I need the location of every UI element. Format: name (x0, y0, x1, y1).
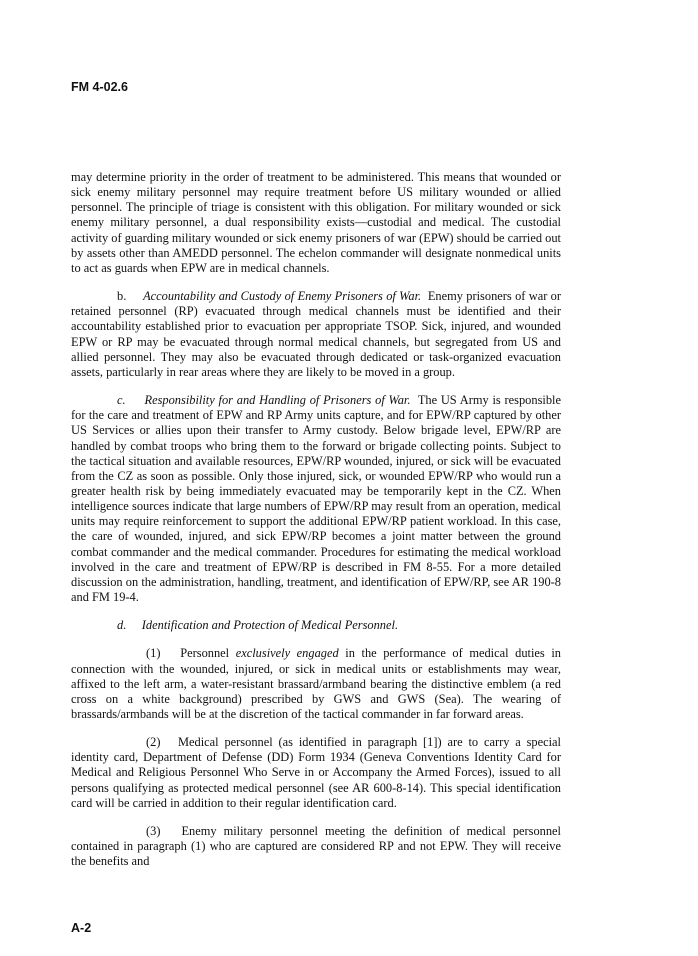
paragraph-c-label: c. (117, 393, 126, 408)
subparagraph-2-label: (2) (146, 735, 161, 750)
paragraph-d-title: Identification and Protection of Medical Personnel. (141, 618, 399, 633)
paragraph-b (71, 289, 561, 380)
subparagraph-3 (71, 824, 561, 869)
paragraph-b-title: Accountability and Custody of Enemy Prisoners of War. (143, 289, 422, 304)
paragraph-c (71, 393, 561, 605)
paragraph-continuation: may determine priority in the order of treatment to be administered. This means that wounded or sick enemy military personnel may require treatment before US military wounded or allied personnel. The principle of triage is consistent with this obligation. For military wounded or sick enemy military personnel, a dual responsibility exists—custodial and medical. The custodial activity of guarding military wounded or sick enemy prisoners of war (EPW) should be carried out by assets other than AMEDD personnel. The echelon commander will designate nonmedical units to act as guards when EPW are in medical channels. (71, 170, 561, 275)
subparagraph-1-emphasis: exclusively engaged (235, 646, 339, 661)
subparagraph-2 (71, 735, 561, 811)
paragraph-c-title: Responsibility for and Handling of Prisoners of War. (144, 393, 411, 408)
paragraph-b-label: b. (117, 289, 127, 304)
paragraph-b-body: Enemy prisoners of war or retained personnel (RP) evacuated through medical channels must be identified and their accountability established prior to evacuation per appropriate TSOP. Sick, injured, and wounded EPW or RP may be evacuated through normal medical channels, but segregated from US and allied personnel. They may also be evacuated through dedicated or task-organized evacuation assets, particularly in rear areas where they are likely to be moved in a group. (71, 289, 561, 379)
paragraph-d-heading (71, 618, 561, 633)
subparagraph-1 (71, 646, 561, 722)
paragraph-d-label: d. (117, 618, 127, 633)
subparagraph-2-body: Medical personnel (as identified in paragraph [1]) are to carry a special identity card, Department of Defense (DD) Form 1934 (Geneva Conventions Identity Card for Medical and Religious Personnel Who Serve in or Accompany the Armed Forces), issued to all persons qualifying as protected medical personnel (see AR 600-8-14). This special identification card will be carried in addition to their regular identification card. (71, 735, 562, 810)
subparagraph-3-label: (3) (146, 823, 161, 838)
subparagraph-1-body: in the performance of medical duties in connection with the wounded, injured, or sick in medical units or establishments may wear, affixed to the left arm, a water-resistant brassard/armband bearing the distinctive emblem (a red cross on a white background) prescribed by GWS and GWS (Sea). The wearing of brassards/armbands will be at the discretion of the tactical commander in far forward areas. (71, 646, 561, 721)
subparagraph-1-pre: Personnel (180, 646, 230, 661)
subparagraph-3-body: Enemy military personnel meeting the definition of medical personnel contained in paragraph (1) who are captured are considered RP and not EPW. They will receive the benefits and (71, 823, 561, 869)
document-id-header: FM 4-02.6 (71, 80, 128, 94)
paragraph-c-body: The US Army is responsible for the care and treatment of EPW and RP Army units capture, and for EPW/RP captured by other US Services or allies upon their transfer to Army custody. Below brigade level, EPW/RP are handled by combat troops who bring them to the forward or brigade collecting points. Subject to the tactical situation and available resources, EPW/RP wounded, injured, or sick will be evacuated from the CZ as soon as possible. Only those injured, sick, or wounded EPW/RP who would run a greater health risk by being immediately evacuated may be temporarily kept in the CZ. When intelligence sources indicate that large numbers of EPW/RP may result from an operation, medical units may require reinforcement to support the additional EPW/RP patient workload. In this case, the care of wounded, injured, and sick EPW/RP becomes a joint matter between the ground combat commander and the medical commander. Procedures for estimating the medical workload involved in the care and treatment of EPW/RP is described in FM 8-55. For a more detailed discussion on the administration, handling, treatment, and identification of EPW/RP, see AR 190-8 and FM 19-4. (71, 393, 561, 605)
page-number-footer: A-2 (71, 921, 92, 936)
subparagraph-1-label: (1) (146, 646, 161, 661)
